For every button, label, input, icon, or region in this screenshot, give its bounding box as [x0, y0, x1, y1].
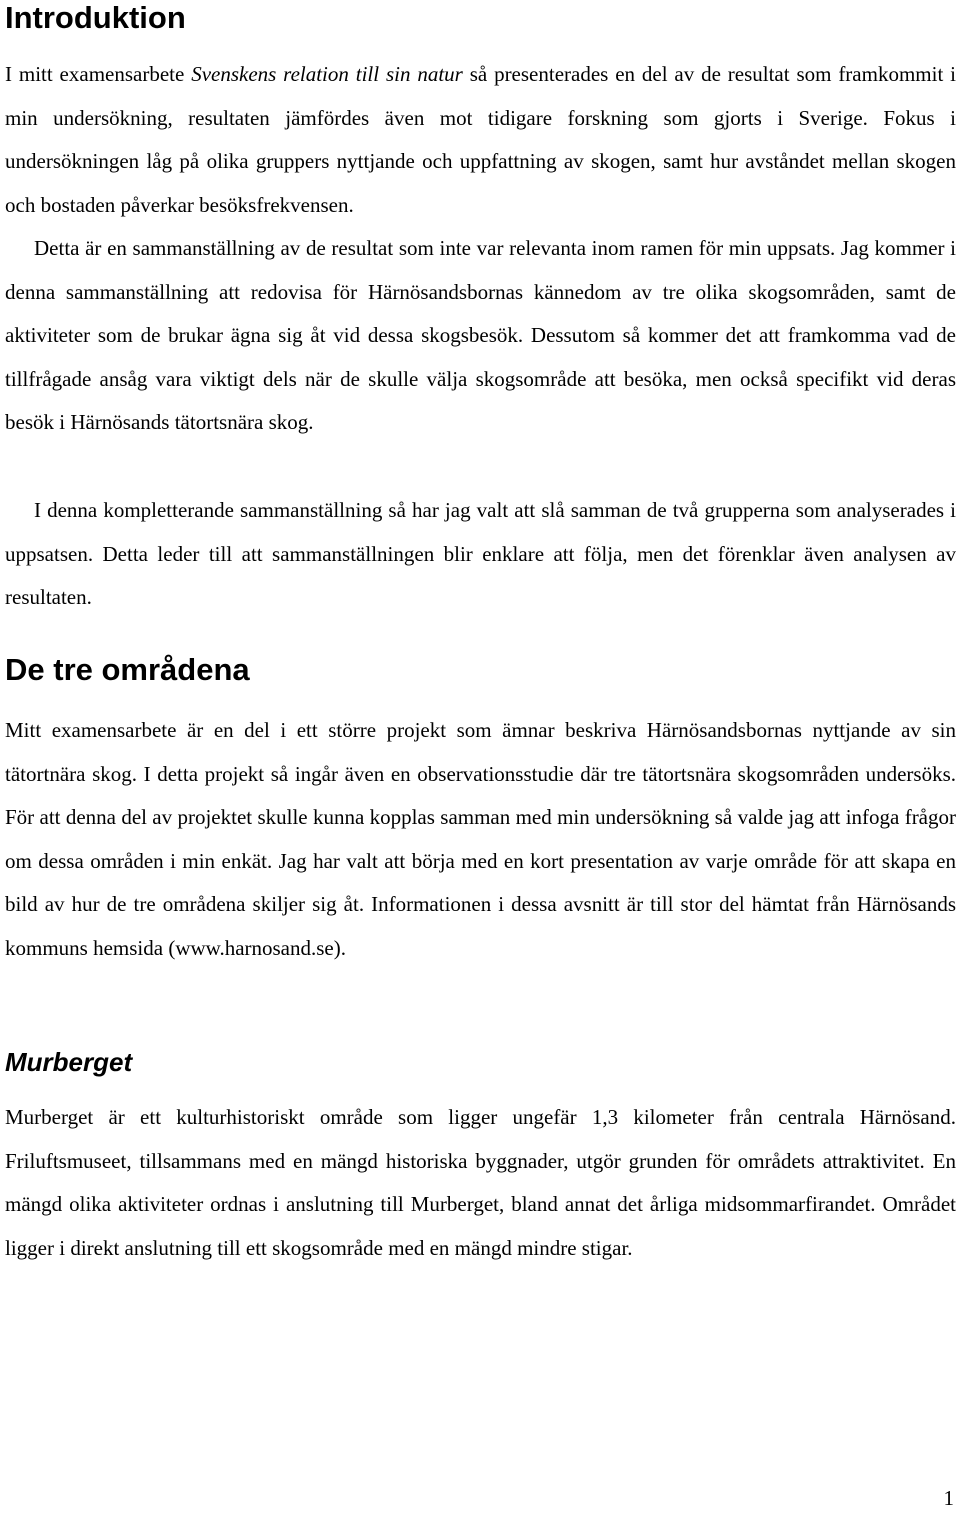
thesis-title-italic: Svenskens relation till sin natur [191, 62, 463, 86]
intro-1-text-after: så presenterades en del av de resultat som framkommit i min undersökning, resultaten jämfördes även mot tidigare forskning som gjorts i Sverige. Fokus i undersökningen låg på olika gruppers nyttjande och uppfattning av skogen, samt hur avståndet mellan skogen och bostaden påverkar besöksfrekvensen. [5, 62, 956, 217]
heading-murberget: Murberget [5, 1047, 133, 1077]
heading-de-tre-omradena: De tre områdena [5, 652, 250, 687]
intro-1-text-before: I mitt examensarbete [5, 62, 192, 86]
paragraph-intro-2: Detta är en sammanställning av de resultat som inte var relevanta inom ramen för min uppsats. Jag kommer i denna sammanställning att redovisa för Härnösandsbornas kännedom av tre olika skogsområden, samt de aktiviteter som de brukar ägna sig åt vid dessa skogsbesök. Dessutom så kommer det att framkomma vad de tillfrågade ansåg vara viktigt dels när de skulle välja skogsområde att besöka, men också specifikt vid deras besök i Härnösands tätortsnära skog. [5, 236, 956, 435]
page-number: 1 [943, 1486, 954, 1510]
paragraph-areas-1: Mitt examensarbete är en del i ett större projekt som ämnar beskriva Härnösandsbornas nyttjande av sin tätortnära skog. I detta projekt så ingår även en observationsstudie där tre tätortsnära skogsområden undersöks. För att denna del av projektet skulle kunna kopplas samman med min undersökning så valde jag att infoga frågor om dessa områden i min enkät. Jag har valt att börja med en kort presentation av varje område för att skapa en bild av hur de tre områdena skiljer sig åt. Informationen i dessa avsnitt är till stor del hämtat från Härnösands kommuns hemsida (www.harnosand.se). [5, 718, 956, 960]
heading-introduktion: Introduktion [5, 0, 186, 35]
paragraph-murberget-1: Murberget är ett kulturhistoriskt område som ligger ungefär 1,3 kilometer från centrala Härnösand. Friluftsmuseet, tillsammans med en mängd historiska byggnader, utgör grunden för områdets attraktivitet. En mängd olika aktiviteter ordnas i anslutning till Murberget, bland annat det årliga midsommarfirandet. Området ligger i direkt anslutning till ett skogsområde med en mängd mindre stigar. [5, 1105, 956, 1260]
paragraph-intro-1 [5, 53, 956, 227]
paragraph-intro-3: I denna kompletterande sammanställning så har jag valt att slå samman de två grupperna som analyserades i uppsatsen. Detta leder till att sammanställningen blir enklare att följa, men det förenklar även analysen av resultaten. [5, 498, 956, 610]
